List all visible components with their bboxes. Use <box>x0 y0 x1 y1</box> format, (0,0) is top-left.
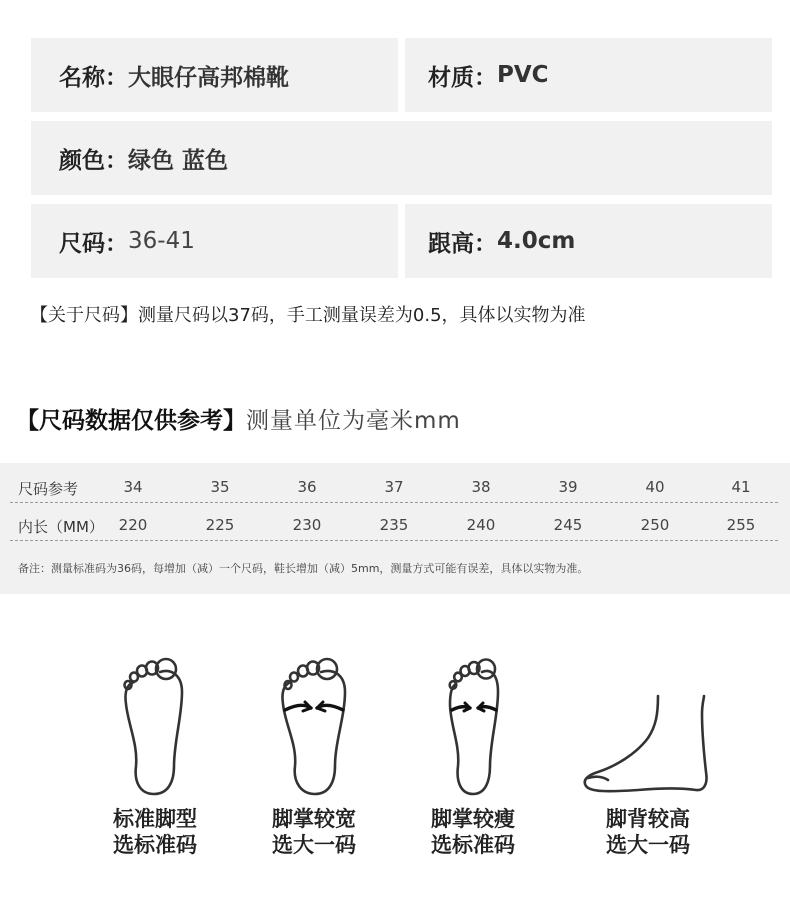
table-divider <box>10 540 778 541</box>
length-cell: 250 <box>640 516 670 534</box>
spec-heel-value: 4.0cm <box>497 228 576 254</box>
spec-material-value: PVC <box>497 62 549 88</box>
length-cell: 225 <box>205 516 235 534</box>
foot-guide-line1: 脚掌较瘦 <box>431 807 515 831</box>
spec-name-label: 名称： <box>59 64 128 91</box>
length-cell: 255 <box>726 516 756 534</box>
size-chart-heading <box>16 402 461 435</box>
foot-guide-standard <box>75 654 235 858</box>
size-cell: 35 <box>210 478 230 496</box>
size-chart-title: 【尺码数据仅供参考】 <box>16 408 246 434</box>
spec-size-cell <box>31 204 398 278</box>
foot-guide-caption <box>568 806 728 858</box>
size-cell: 36 <box>297 478 317 496</box>
size-remark: 备注：测量标准码为36码，每增加（减）一个尺码，鞋长增加（减）5mm，测量方式可能有误差，具体以实物为准。 <box>18 562 589 575</box>
size-chart-subtitle: 测量单位为毫米mm <box>246 408 461 434</box>
size-cell: 39 <box>558 478 578 496</box>
spec-color-value: 绿色 蓝色 <box>128 147 229 174</box>
spec-name-cell <box>31 38 398 112</box>
spec-material-label: 材质： <box>428 64 497 91</box>
wide-foot-icon <box>269 654 359 802</box>
spec-heel-label: 跟高： <box>428 230 497 257</box>
spec-name-value: 大眼仔高邦棉靴 <box>128 64 289 91</box>
length-cell: 245 <box>553 516 583 534</box>
foot-guide-line2: 选大一码 <box>606 833 690 857</box>
size-cell: 38 <box>471 478 491 496</box>
foot-guide-line2: 选标准码 <box>113 833 197 857</box>
foot-guide-caption <box>234 806 394 858</box>
length-cell: 235 <box>379 516 409 534</box>
length-row-label: 内长（MM） <box>18 518 104 536</box>
size-cell: 34 <box>123 478 143 496</box>
foot-guide-line2: 选大一码 <box>272 833 356 857</box>
size-chart-table <box>0 463 790 594</box>
size-row <box>0 473 790 503</box>
foot-guide-line1: 脚掌较宽 <box>272 807 356 831</box>
length-row <box>0 511 790 541</box>
narrow-foot-icon <box>428 654 518 802</box>
spec-color-label: 颜色： <box>59 147 128 174</box>
high-instep-foot-icon <box>578 654 718 802</box>
length-cell: 240 <box>466 516 496 534</box>
length-cell: 220 <box>118 516 148 534</box>
foot-guide-caption <box>393 806 553 858</box>
size-cell: 37 <box>384 478 404 496</box>
spec-size-value: 36-41 <box>128 228 195 254</box>
foot-guide-line1: 标准脚型 <box>113 807 197 831</box>
length-cell: 230 <box>292 516 322 534</box>
foot-guide-high-instep <box>568 654 728 858</box>
size-cell: 41 <box>731 478 751 496</box>
spec-material-cell <box>405 38 772 112</box>
standard-foot-icon <box>110 654 200 802</box>
size-row-label: 尺码参考 <box>18 480 79 498</box>
spec-heel-cell <box>405 204 772 278</box>
spec-color-cell <box>31 121 772 195</box>
foot-guide-narrow <box>393 654 553 858</box>
foot-guide-caption <box>75 806 235 858</box>
spec-size-label: 尺码： <box>59 230 128 257</box>
foot-guide-line2: 选标准码 <box>431 833 515 857</box>
size-cell: 40 <box>645 478 665 496</box>
foot-guide-line1: 脚背较高 <box>606 807 690 831</box>
size-note: 【关于尺码】测量尺码以37码，手工测量误差为0.5，具体以实物为准 <box>30 305 586 326</box>
table-divider <box>10 502 778 503</box>
foot-guide-wide <box>234 654 394 858</box>
